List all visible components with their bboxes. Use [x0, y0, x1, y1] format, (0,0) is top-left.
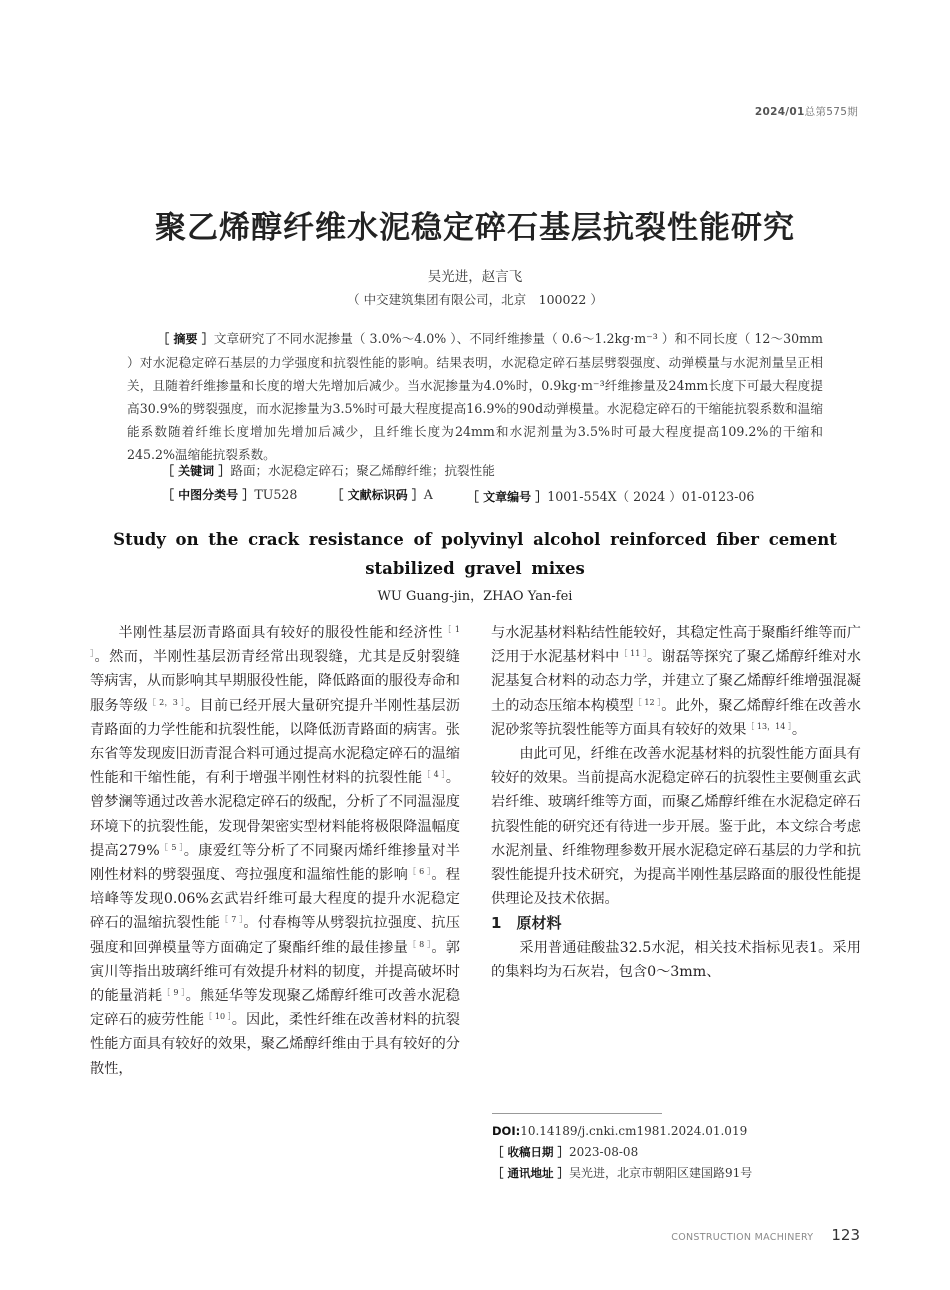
doi-line [492, 1121, 872, 1142]
citation: ［ 13，14 ］ [746, 721, 792, 731]
abstract-label: ［ 摘要 ］ [157, 332, 214, 346]
citation: ［ 2，3 ］ [147, 697, 186, 707]
received-date-line [492, 1142, 872, 1163]
paper-affiliation: （ 中交建筑集团有限公司，北京 100022 ） [347, 292, 603, 307]
english-authors: WU Guang-jin，ZHAO Yan-fei [377, 589, 573, 604]
footnote-divider [492, 1113, 662, 1114]
clc-label: ［ 中图分类号 ］ [162, 488, 255, 502]
text-run: 。 [791, 721, 807, 738]
journal-name: CONSTRUCTION MACHINERY [671, 1232, 814, 1243]
section-number: 1 [491, 914, 502, 933]
body-column-left [90, 621, 460, 1081]
body-paragraph-continued [491, 621, 861, 742]
citation: ［ 5 ］ [159, 842, 184, 852]
address-label: ［ 通讯地址 ］ [492, 1166, 570, 1180]
body-paragraph: 由此可见，纤维在改善水泥基材料的抗裂性能方面具有较好的效果。当前提高水泥稳定碎石的抗裂性主要侧重玄武岩纤维、玻璃纤维等方面，而聚乙烯醇纤维在水泥稳定碎石抗裂性能的研究还有待进一步开展。鉴于此，本文综合考虑水泥剂量、纤维物理参数开展水泥稳定碎石基层的力学和抗裂性能提升技术研究，为提高半刚性基层路面的服役性能提供理论及技术依据。 [491, 746, 861, 908]
citation: ［ 8 ］ [408, 939, 432, 949]
text-run: 半刚性基层沥青路面具有较好的服役性能和经济性 [118, 625, 444, 641]
doc-value: A [423, 487, 433, 502]
body-paragraph: 采用普通硅酸盐32.5水泥，相关技术指标见表1。采用的集料均为石灰岩，包含0～3mm、 [491, 939, 861, 980]
intro-paragraph [90, 621, 460, 1081]
text-run: 。此外，聚乙烯醇纤维在改善水泥砂浆等抗裂性能等方面具有较好的效果 [491, 697, 861, 738]
keywords-label: ［ 关键词 ］ [162, 464, 231, 478]
article-label: ［ 文章编号 ］ [466, 490, 548, 504]
text-run: 。目前已经开展大量研究提升半刚性基层沥青路面的力学性能和抗裂性能，以降低沥青路面的病害。张东省等发现废旧沥青混合料可通过提高水泥稳定碎石的温缩性能和干缩性能，有利于增强半刚性材料的抗裂性能 [90, 697, 460, 787]
text-run: 。然而，半刚性基层沥青经常出现裂缝，尤其是反射裂缝等病害，从而影响其早期服役性能，降低路面的服役寿命和服务等级 [90, 649, 460, 714]
paper-title: 聚乙烯醇纤维水泥稳定碎石基层抗裂性能研究 [155, 210, 795, 246]
article-number [467, 486, 755, 505]
citation: ［ 12 ］ [633, 697, 662, 707]
doc-code [331, 486, 432, 505]
citation: ［ 11 ］ [619, 649, 648, 659]
footnotes [492, 1121, 872, 1184]
clc-value: TU528 [254, 487, 298, 502]
abstract-text: 文章研究了不同水泥掺量（ 3.0%～4.0% ）、不同纤维掺量（ 0.6～1.2kg·m⁻³ ）和不同长度（ 12～30mm ）对水泥稳定碎石基层的力学强度和抗裂性能的影响。结果表明，水泥稳定碎石基层劈裂强度、动弹模量与水泥剂量呈正相关，且随着纤维掺量和长度的增大先增加后减少。当水泥掺量为4.0%时，0.9kg·m⁻³纤维掺量及24mm长度下可最大程度提高30.9%的劈裂强度，而水泥掺量为3.5%时可最大程度提高16.9%的90d动弹模量。水泥稳定碎石的干缩能抗裂系数和温缩能系数随着纤维长度增加先增加后减少，且纤维长度为24mm和水泥剂量为3.5%时可最大程度提高109.2%的干缩和245.2%温缩能抗裂系数。 [127, 331, 824, 462]
text-run: 。付春梅等从劈裂抗拉强度、抗压强度和回弹模量等方面确定了聚酯纤维的最佳掺量 [90, 915, 460, 956]
citation: ［ 4 ］ [422, 770, 446, 780]
text-run: 。谢磊等探究了聚乙烯醇纤维对水泥基复合材料的动态力学，并建立了聚乙烯醇纤维增强混凝土的动态压缩本构模型 [491, 649, 861, 714]
article-value: 1001-554X（ 2024 ）01-0123-06 [547, 489, 755, 504]
english-title-line-2: stabilized gravel mixes [365, 559, 585, 578]
english-title [100, 525, 850, 583]
doi-value: 10.14189/j.cnki.cm1981.2024.01.019 [520, 1124, 748, 1138]
section-heading [491, 911, 861, 935]
abstract [127, 327, 823, 466]
doi-label: DOI: [492, 1124, 521, 1138]
text-run: 。程培峰等发现0.06%玄武岩纤维可最大程度的提升水泥稳定碎石的温缩抗裂性能 [90, 867, 460, 932]
text-run: 。康爱红等分析了不同聚丙烯纤维掺量对半刚性材料的劈裂强度、弯拉强度和温缩性能的影响 [90, 842, 460, 884]
clc-number [162, 486, 297, 505]
text-run: 。熊延华等发现聚乙烯醇纤维可改善水泥稳定碎石的疲劳性能 [90, 988, 460, 1029]
issue-tag [755, 104, 858, 119]
text-run: 与水泥基材料粘结性能较好，其稳定性高于聚酯纤维等而广泛用于水泥基材料中 [491, 625, 861, 666]
paper-authors: 吴光进，赵言飞 [427, 269, 523, 285]
citation: ［ 6 ］ [408, 867, 432, 877]
issue-date: 2024/01 [754, 106, 805, 118]
classification-line [162, 486, 832, 505]
citation: ［ 1 ］ [90, 625, 460, 659]
keywords [162, 460, 495, 479]
citation: ［ 9 ］ [162, 988, 186, 998]
address-value: 吴光进，北京市朝阳区建国路91号 [569, 1166, 753, 1180]
page-number: 123 [831, 1226, 860, 1244]
received-date-value: 2023-08-08 [569, 1145, 639, 1159]
english-title-line-1: Study on the crack resistance of polyvinyl alcohol reinforced fiber cement [113, 530, 837, 549]
text-run: 。郭寅川等指出玻璃纤维可有效提升材料的韧度，并提高破坏时的能量消耗 [90, 939, 460, 1005]
issue-total: 总第575期 [804, 106, 858, 118]
received-date-label: ［ 收稿日期 ］ [492, 1145, 570, 1159]
keywords-text: 路面；水泥稳定碎石；聚乙烯醇纤维；抗裂性能 [230, 463, 495, 478]
citation: ［ 7 ］ [220, 915, 244, 925]
page-footer [671, 1226, 860, 1244]
text-run: 。因此，柔性纤维在改善材料的抗裂性能方面具有较好的效果，聚乙烯醇纤维由于具有较好的分散性， [90, 1012, 460, 1077]
text-run: 。曾梦澜等通过改善水泥稳定碎石的级配，分析了不同温湿度环境下的抗裂性能，发现骨架密实型材料能将极限降温幅度提高279% [90, 770, 460, 859]
address-line [492, 1163, 872, 1184]
body-column-right [491, 621, 861, 984]
section-title: 原材料 [516, 914, 562, 933]
citation: ［ 10 ］ [204, 1012, 232, 1022]
doc-label: ［ 文献标识码 ］ [331, 488, 424, 502]
